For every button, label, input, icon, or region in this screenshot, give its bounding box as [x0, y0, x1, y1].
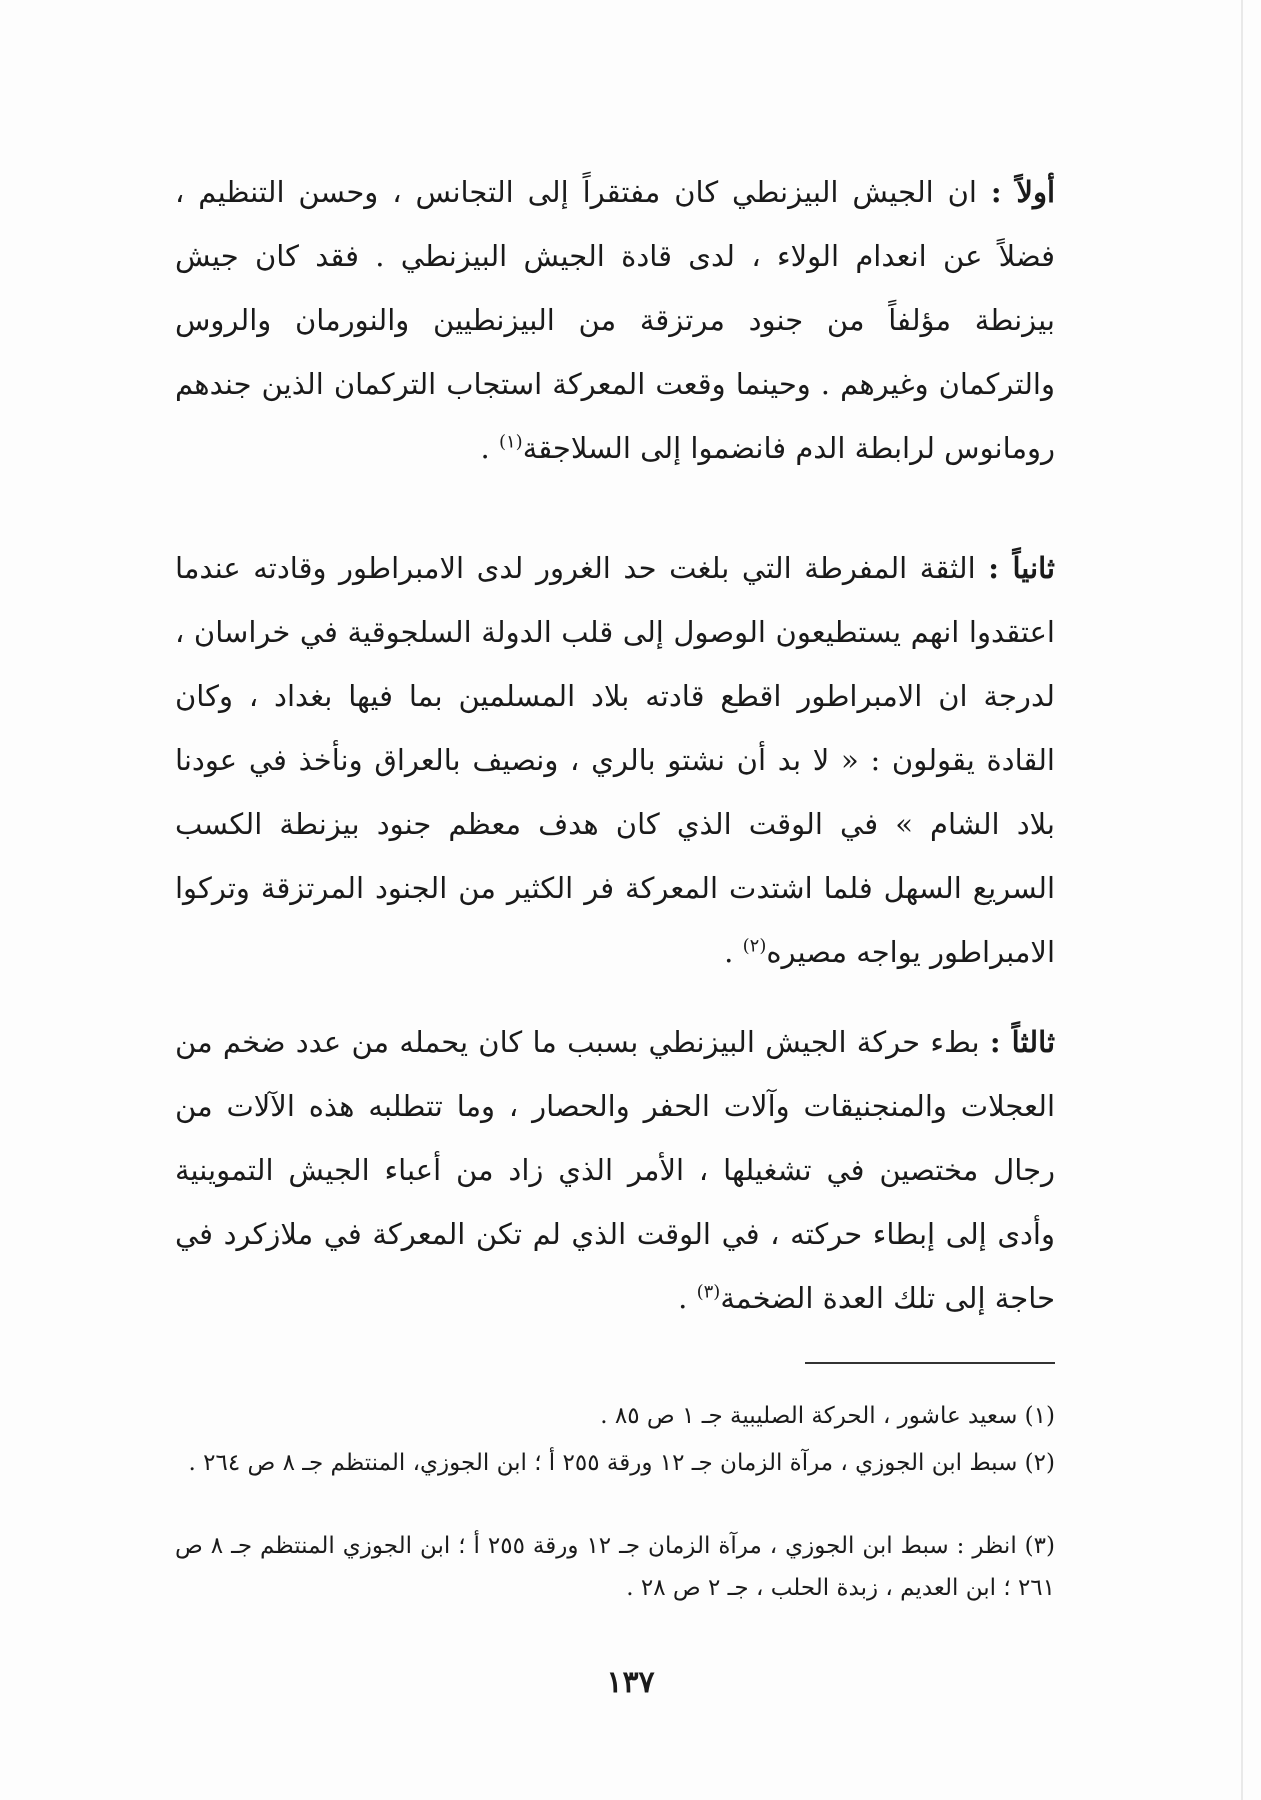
paragraph-end: .	[724, 935, 743, 969]
footnote: (٢) سبط ابن الجوزي ، مرآة الزمان جـ ١٢ ورقة ٢٥٥ أ ؛ ابن الجوزي، المنتظم جـ ٨ ص ٢٦٤ .	[188, 1450, 1055, 1476]
paragraph-heading: ثانياً :	[988, 551, 1056, 585]
paragraph-text: ان الجيش البيزنطي كان مفتقراً إلى التجانس ، وحسن التنظيم ، فضلاً عن انعدام الولاء ، لدى قادة الجيش البيزنطي . فقد كان جيش بيزنطة مؤلفاً من جنود مرتزقة من البيزنطيين والنورمان والروس والتركمان وغيرهم . وحينما وقعت المعركة استجاب التركمان الذين جندهم رومانوس لرابطة الدم فانضموا إلى السلاجقة	[175, 175, 1055, 465]
page-number: ١٣٧	[606, 1665, 655, 1700]
page-edge-shadow	[1241, 0, 1243, 1800]
paragraph-third	[175, 1010, 1055, 1330]
footnote-ref: (٣)	[696, 1281, 721, 1303]
paragraph-text: الثقة المفرطة التي بلغت حد الغرور لدى الامبراطور وقادته عندما اعتقدوا انهم يستطيعون الوصول إلى قلب الدولة السلجوقية في خراسان ، لدرجة ان الامبراطور اقطع قادته بلاد المسلمين بما فيها بغداد ، وكان القادة يقولون : « لا بد أن نشتو بالري ، ونصيف بالعراق ونأخذ في عودنا بلاد الشام » في الوقت الذي كان هدف معظم جنود بيزنطة الكسب السريع السهل فلما اشتدت المعركة فر الكثير من الجنود المرتزقة وتركوا الامبراطور يواجه مصيره	[175, 551, 1055, 969]
paragraph-heading: أولاً :	[990, 175, 1056, 209]
paragraph-end: .	[678, 1281, 697, 1315]
footnote-ref: (١)	[498, 431, 523, 453]
paragraph-end: .	[480, 431, 499, 465]
paragraph-second	[175, 536, 1055, 984]
paragraph-heading: ثالثاً :	[989, 1025, 1056, 1059]
footnote: (٣) انظر : سبط ابن الجوزي ، مرآة الزمان جـ ١٢ ورقة ٢٥٥ أ ؛ ابن الجوزي المنتظم جـ ٨ ص ٢٦١ ؛ ابن العديم ، زبدة الحلب ، جـ ٢ ص ٢٨ .	[175, 1533, 1055, 1601]
footnote-ref: (٢)	[742, 935, 767, 957]
footnote-separator	[805, 1362, 1055, 1364]
paragraph-text: بطء حركة الجيش البيزنطي بسبب ما كان يحمله من عدد ضخم من العجلات والمنجنيقات وآلات الحفر والحصار ، وما تتطلبه هذه الآلات من رجال مختصين في تشغيلها ، الأمر الذي زاد من أعباء الجيش التموينية وأدى إلى إبطاء حركته ، في الوقت الذي لم تكن المعركة في ملازكرد في حاجة إلى تلك العدة الضخمة	[175, 1025, 1055, 1315]
paragraph-first	[175, 160, 1055, 480]
footnote: (١) سعيد عاشور ، الحركة الصليبية جـ ١ ص ٨٥ .	[600, 1403, 1055, 1429]
